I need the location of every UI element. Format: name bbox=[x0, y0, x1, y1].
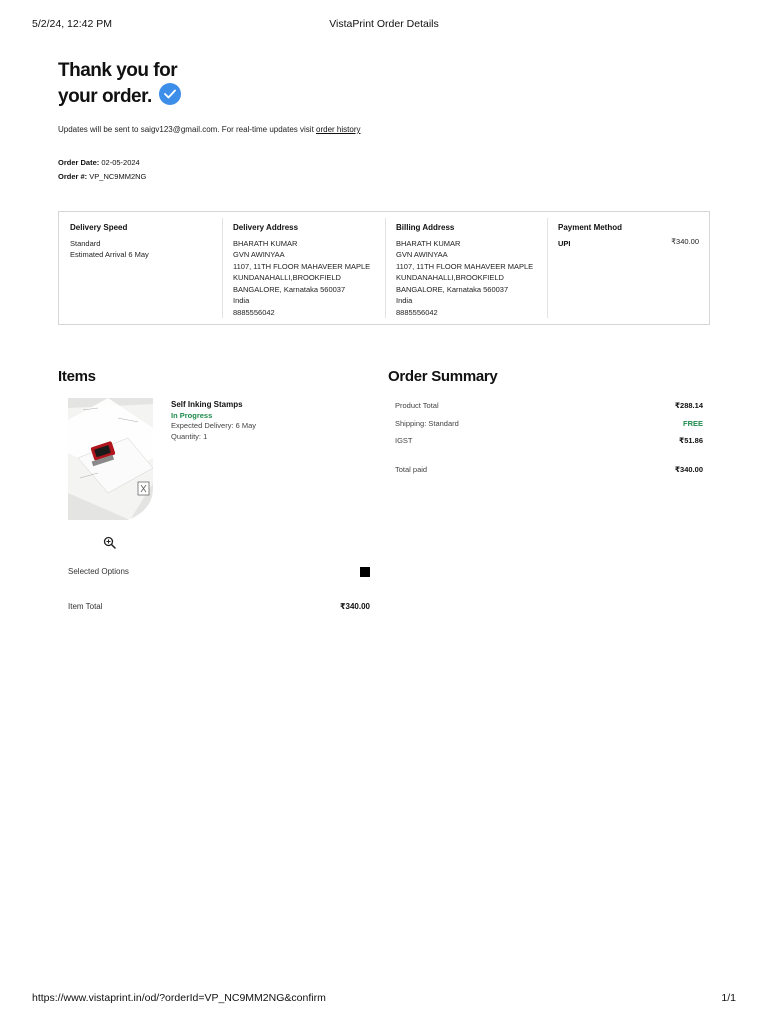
item-expected-delivery: Expected Delivery: 6 May bbox=[171, 421, 257, 430]
column-divider bbox=[222, 218, 223, 318]
updates-text: Updates will be sent to saigv123@gmail.com. For real-time updates visit bbox=[58, 125, 317, 134]
item-total-label: Item Total bbox=[68, 602, 103, 611]
order-meta bbox=[58, 156, 710, 184]
address-line: India bbox=[396, 296, 413, 305]
delivery-speed bbox=[70, 222, 149, 261]
column-divider bbox=[547, 218, 548, 318]
address-line: BHARATH KUMAR bbox=[396, 238, 461, 248]
item-details bbox=[171, 400, 256, 442]
item-status: In Progress bbox=[171, 410, 213, 420]
address-line: KUNDANAHALLI,BROOKFIELD bbox=[396, 273, 504, 282]
order-number-label: Order #: bbox=[58, 172, 88, 181]
address-phone: 8885556042 bbox=[396, 307, 438, 317]
selected-options-label: Selected Options bbox=[68, 567, 129, 576]
item-total-row bbox=[68, 602, 370, 611]
item-name[interactable]: Self Inking Stamps bbox=[171, 400, 243, 409]
column-divider bbox=[385, 218, 386, 318]
page-title bbox=[58, 58, 238, 109]
order-date-value: 02-05-2024 bbox=[101, 158, 140, 167]
igst-value: ₹51.86 bbox=[679, 436, 703, 445]
product-total-value: ₹288.14 bbox=[674, 401, 703, 410]
title-line-2-wrap bbox=[58, 83, 238, 109]
address-line: BANGALORE, Karnataka 560037 bbox=[396, 284, 509, 294]
order-summary-heading: Order Summary bbox=[388, 368, 498, 385]
address-line: BHARATH KUMAR bbox=[233, 238, 298, 248]
page-number: 1/1 bbox=[721, 992, 736, 1004]
payment-method-value: UPI bbox=[558, 238, 571, 248]
items-heading: Items bbox=[58, 368, 96, 385]
checkmark-icon bbox=[159, 83, 181, 105]
delivery-address bbox=[233, 222, 370, 318]
summary-row-product-total bbox=[395, 401, 703, 419]
title-line-2: your order. bbox=[58, 86, 152, 107]
updates-notice bbox=[58, 125, 710, 134]
selected-options-row bbox=[68, 567, 370, 576]
summary-row-igst bbox=[395, 436, 703, 454]
address-line: GVN AWINYAA bbox=[233, 250, 285, 259]
product-image[interactable] bbox=[68, 398, 153, 520]
igst-label: IGST bbox=[395, 436, 413, 445]
order-details bbox=[58, 58, 710, 611]
address-line: KUNDANAHALLI,BROOKFIELD bbox=[233, 273, 341, 282]
billing-address bbox=[396, 222, 533, 318]
title-line-1: Thank you for bbox=[58, 60, 178, 81]
order-number bbox=[58, 170, 710, 184]
shipping-value: FREE bbox=[682, 418, 703, 428]
address-phone: 8885556042 bbox=[233, 307, 275, 317]
print-date: 5/2/24, 12:42 PM bbox=[32, 18, 112, 30]
page-url: https://www.vistaprint.in/od/?orderId=VP_NC9MM2NG&confirm bbox=[32, 992, 326, 1004]
item-total-value: ₹340.00 bbox=[339, 602, 370, 611]
address-line: India bbox=[233, 296, 250, 305]
order-date-label: Order Date: bbox=[58, 158, 100, 167]
delivery-speed-value: Standard bbox=[70, 238, 101, 248]
payment-amount: ₹340.00 bbox=[671, 237, 699, 246]
billing-address-label: Billing Address bbox=[396, 223, 455, 232]
ink-color-swatch bbox=[360, 567, 370, 577]
print-header bbox=[32, 18, 736, 32]
total-paid-label: Total paid bbox=[395, 464, 428, 474]
item-quantity: Quantity: 1 bbox=[171, 431, 208, 441]
summary-row-shipping bbox=[395, 419, 703, 437]
address-line: GVN AWINYAA bbox=[396, 250, 448, 259]
summary-row-total-paid bbox=[395, 465, 703, 483]
address-line: 1107, 11TH FLOOR MAHAVEER MAPLE bbox=[233, 261, 371, 271]
print-title: VistaPrint Order Details bbox=[329, 18, 439, 30]
payment-method-label: Payment Method bbox=[558, 223, 623, 232]
shipping-label: Shipping: Standard bbox=[395, 418, 459, 428]
order-date bbox=[58, 156, 710, 170]
address-line: BANGALORE, Karnataka 560037 bbox=[233, 284, 346, 294]
order-history-link[interactable]: order history bbox=[316, 125, 361, 134]
order-summary bbox=[395, 401, 703, 482]
order-info-box bbox=[58, 211, 710, 325]
zoom-in-icon[interactable] bbox=[103, 536, 116, 554]
print-footer bbox=[32, 992, 736, 1006]
delivery-address-label: Delivery Address bbox=[233, 223, 299, 232]
payment-method bbox=[558, 222, 622, 249]
delivery-speed-label: Delivery Speed bbox=[70, 223, 128, 232]
delivery-estimate: Estimated Arrival 6 May bbox=[70, 250, 149, 259]
product-total-label: Product Total bbox=[395, 401, 439, 410]
summary-spacer bbox=[395, 454, 703, 465]
address-line: 1107, 11TH FLOOR MAHAVEER MAPLE bbox=[396, 261, 534, 271]
order-number-value: VP_NC9MM2NG bbox=[89, 172, 147, 181]
total-paid-value: ₹340.00 bbox=[674, 464, 703, 474]
